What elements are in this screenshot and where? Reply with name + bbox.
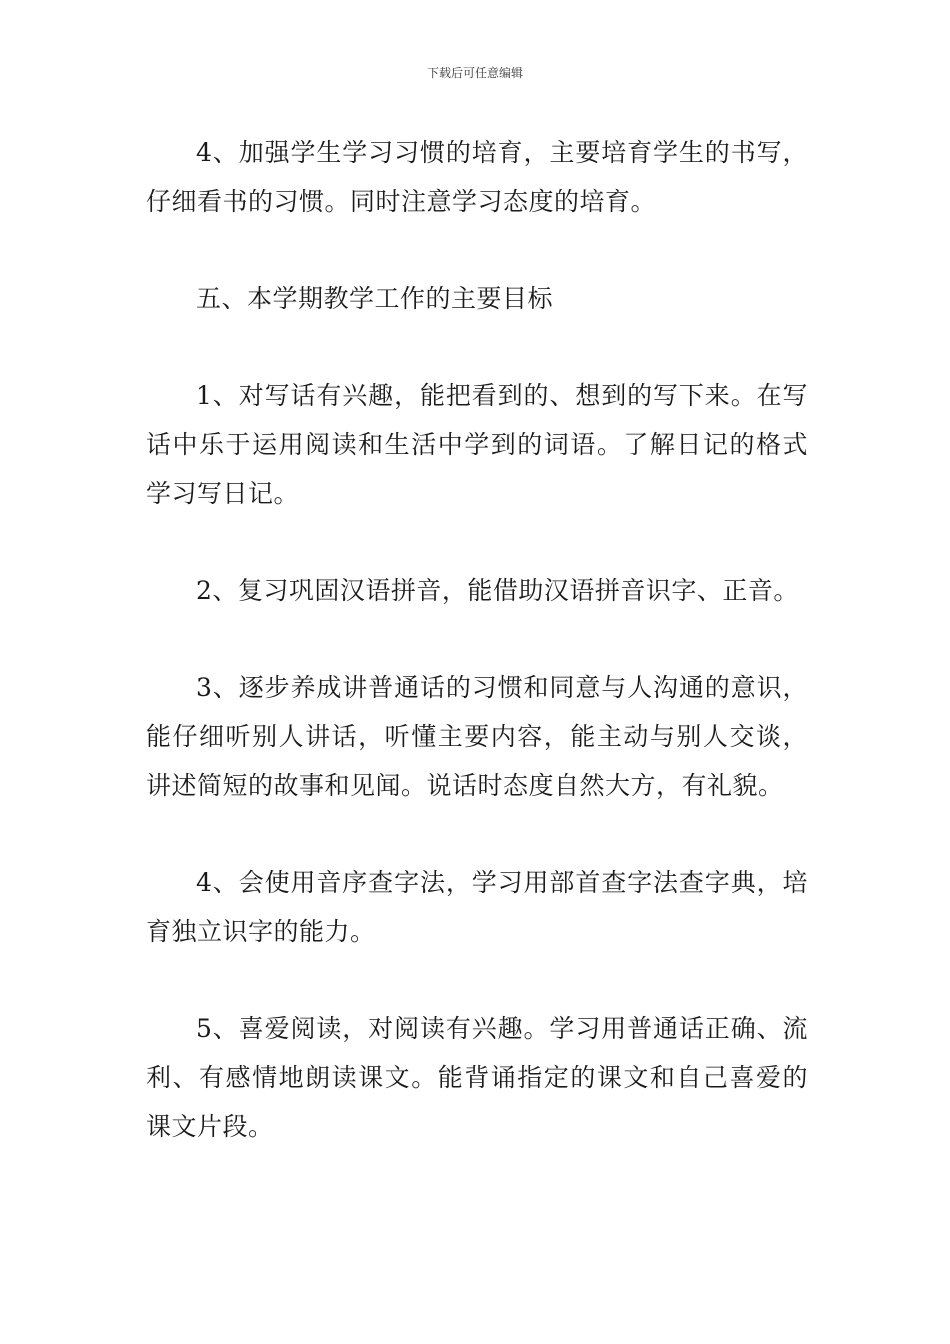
header-note: 下载后可任意编辑 [426, 66, 523, 80]
document-body [146, 128, 808, 1199]
section-heading-goals: 五、本学期教学工作的主要目标 [196, 284, 554, 313]
paragraph-goal-writing: 1、对写话有兴趣，能把看到的、想到的写下来。在写话中乐于运用阅读和生活中学到的词语。了解日记的格式学习写日记。 [146, 381, 808, 508]
paragraph-goal-reading: 5、喜爱阅读，对阅读有兴趣。学习用普通话正确、流利、有感情地朗读课文。能背诵指定的课文和自己喜爱的课文片段。 [146, 1014, 808, 1141]
paragraph-goal-speaking: 3、逐步养成讲普通话的习惯和同意与人沟通的意识，能仔细听别人讲话，听懂主要内容，能主动与别人交谈，讲述简短的故事和见闻。说话时态度自然大方，有礼貌。 [146, 673, 808, 800]
paragraph-goal-pinyin: 2、复习巩固汉语拼音，能借助汉语拼音识字、正音。 [196, 576, 799, 605]
paragraph-goal-dictionary: 4、会使用音序查字法，学习用部首查字法查字典，培育独立识字的能力。 [146, 868, 808, 946]
paragraph-habit-training: 4、加强学生学习习惯的培育，主要培育学生的书写，仔细看书的习惯。同时注意学习态度的培育。 [146, 138, 808, 216]
